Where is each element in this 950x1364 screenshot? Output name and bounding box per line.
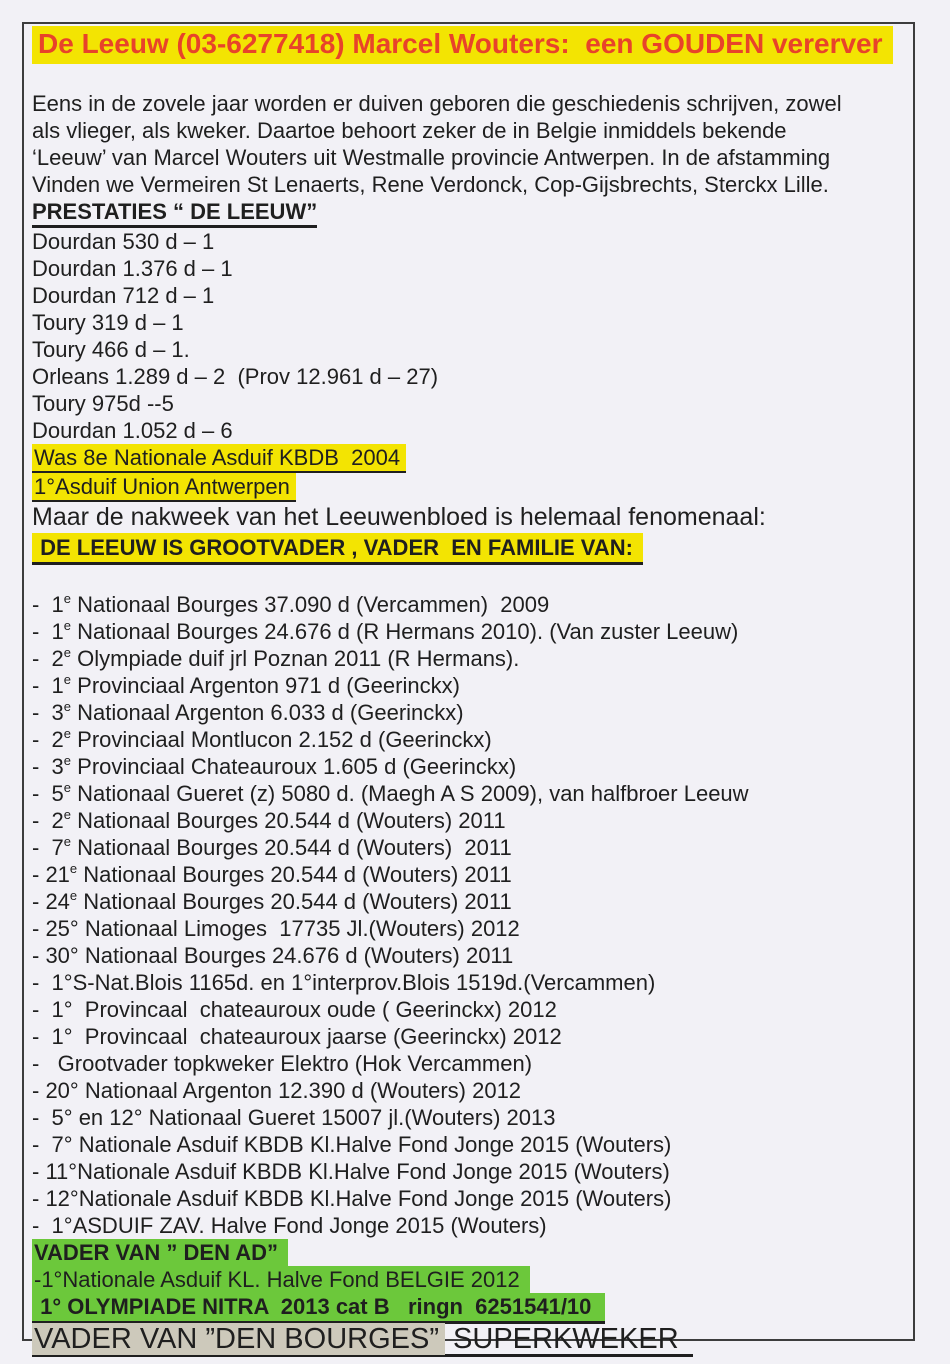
spacer bbox=[32, 64, 903, 90]
belgie-2012-highlight: -1°Nationale Asduif KL. Halve Fond BELGIE 2012 bbox=[32, 1266, 530, 1293]
prestatie-item: Dourdan 1.376 d – 1 bbox=[32, 256, 233, 281]
result-item: - 5e Nationaal Gueret (z) 5080 d. (Maegh A S 2009), van halfbroer Leeuw bbox=[32, 779, 749, 806]
vader-den-bourges-line bbox=[32, 1324, 903, 1357]
prestatie-item: Dourdan 712 d – 1 bbox=[32, 283, 215, 308]
prestatie-item: Toury 466 d – 1. bbox=[32, 337, 190, 362]
result-item: - 1e Provinciaal Argenton 971 d (Geerinckx) bbox=[32, 671, 460, 698]
intro-line: als vlieger, als kweker. Daartoe behoort zeker de in Belgie inmiddels bekende bbox=[32, 118, 787, 143]
grootvader-header-line bbox=[32, 533, 903, 565]
result-item: - 2e Olympiade duif jrl Poznan 2011 (R Hermans). bbox=[32, 644, 520, 671]
asduif-2004-line bbox=[32, 444, 903, 473]
prestatie-item: Toury 975d --5 bbox=[32, 391, 174, 416]
prestaties-header bbox=[32, 198, 903, 228]
result-item: - 11°Nationale Asduif KBDB Kl.Halve Fond Jonge 2015 (Wouters) bbox=[32, 1159, 670, 1184]
prestaties-list bbox=[32, 228, 903, 444]
prestatie-item: Orleans 1.289 d – 2 (Prov 12.961 d – 27) bbox=[32, 364, 439, 389]
vader-den-bourges-underline bbox=[32, 1324, 693, 1357]
result-item: - 30° Nationaal Bourges 24.676 d (Wouters) 2011 bbox=[32, 943, 514, 968]
result-item: - 7° Nationale Asduif KBDB Kl.Halve Fond Jonge 2015 (Wouters) bbox=[32, 1132, 672, 1157]
asduif-union-line bbox=[32, 473, 903, 502]
belgie-2012-line bbox=[32, 1266, 903, 1293]
results-list bbox=[32, 591, 903, 1239]
intro-line: ‘Leeuw’ van Marcel Wouters uit Westmalle provincie Antwerpen. In de afstamming bbox=[32, 145, 831, 170]
result-item: - 7e Nationaal Bourges 20.544 d (Wouters) 2011 bbox=[32, 833, 512, 860]
result-item: - 3e Nationaal Argenton 6.033 d (Geerinckx) bbox=[32, 698, 464, 725]
grootvader-header-highlight: DE LEEUW IS GROOTVADER , VADER EN FAMILIE VAN: bbox=[32, 533, 643, 565]
vader-den-ad-highlight: VADER VAN ” DEN AD” bbox=[32, 1239, 288, 1266]
document-frame bbox=[22, 22, 915, 1355]
result-item: - 1e Nationaal Bourges 37.090 d (Vercammen) 2009 bbox=[32, 590, 550, 617]
result-item: - Grootvader topkweker Elektro (Hok Vercammen) bbox=[32, 1051, 533, 1076]
result-item: - 1°ASDUIF ZAV. Halve Fond Jonge 2015 (Wouters) bbox=[32, 1213, 547, 1238]
result-item: - 3e Provinciaal Chateauroux 1.605 d (Geerinckx) bbox=[32, 752, 517, 779]
intro-paragraph bbox=[32, 90, 903, 198]
olympiade-nitra-line bbox=[32, 1293, 903, 1324]
intro-line: Vinden we Vermeiren St Lenaerts, Rene Verdonck, Cop-Gijsbrechts, Sterckx Lille. bbox=[32, 172, 829, 197]
superkweker-text: SUPERKWEKER bbox=[444, 1323, 679, 1355]
result-item: - 20° Nationaal Argenton 12.390 d (Wouters) 2012 bbox=[32, 1078, 522, 1103]
result-item: - 1e Nationaal Bourges 24.676 d (R Hermans 2010). (Van zuster Leeuw) bbox=[32, 617, 739, 644]
result-item: - 25° Nationaal Limoges 17735 Jl.(Wouters) 2012 bbox=[32, 916, 520, 941]
prestatie-item: Toury 319 d – 1 bbox=[32, 310, 184, 335]
intro-line: Eens in de zovele jaar worden er duiven geboren die geschiedenis schrijven, zowel bbox=[32, 91, 842, 116]
asduif-union-highlight: 1°Asduif Union Antwerpen bbox=[32, 473, 296, 502]
prestaties-header-text: PRESTATIES “ DE LEEUW” bbox=[32, 198, 317, 228]
result-item: - 2e Nationaal Bourges 20.544 d (Wouters) 2011 bbox=[32, 806, 506, 833]
prestatie-item: Dourdan 530 d – 1 bbox=[32, 229, 215, 254]
asduif-2004-highlight: Was 8e Nationale Asduif KBDB 2004 bbox=[32, 444, 406, 473]
result-item: - 5° en 12° Nationaal Gueret 15007 jl.(Wouters) 2013 bbox=[32, 1105, 556, 1130]
vader-den-bourges-highlight: VADER VAN ”DEN BOURGES” bbox=[32, 1323, 445, 1355]
document-title: De Leeuw (03-6277418) Marcel Wouters: een GOUDEN vererver bbox=[32, 26, 893, 64]
result-item: - 21e Nationaal Bourges 20.544 d (Wouters) 2011 bbox=[32, 860, 512, 887]
prestatie-item: Dourdan 1.052 d – 6 bbox=[32, 418, 233, 443]
result-item: - 2e Provinciaal Montlucon 2.152 d (Geerinckx) bbox=[32, 725, 492, 752]
result-item: - 1° Provincaal chateauroux oude ( Geerinckx) 2012 bbox=[32, 997, 557, 1022]
olympiade-nitra-highlight: 1° OLYMPIADE NITRA 2013 cat B ringn 6251541/10 bbox=[32, 1293, 605, 1324]
result-item: - 1°S-Nat.Blois 1165d. en 1°interprov.Blois 1519d.(Vercammen) bbox=[32, 970, 656, 995]
result-item: - 12°Nationale Asduif KBDB Kl.Halve Fond Jonge 2015 (Wouters) bbox=[32, 1186, 672, 1211]
spacer bbox=[32, 565, 903, 591]
vader-den-ad-line bbox=[32, 1239, 903, 1266]
nakweek-statement: Maar de nakweek van het Leeuwenbloed is helemaal fenomenaal: bbox=[32, 503, 766, 531]
result-item: - 1° Provincaal chateauroux jaarse (Geerinckx) 2012 bbox=[32, 1024, 562, 1049]
result-item: - 24e Nationaal Bourges 20.544 d (Wouters) 2011 bbox=[32, 887, 512, 914]
